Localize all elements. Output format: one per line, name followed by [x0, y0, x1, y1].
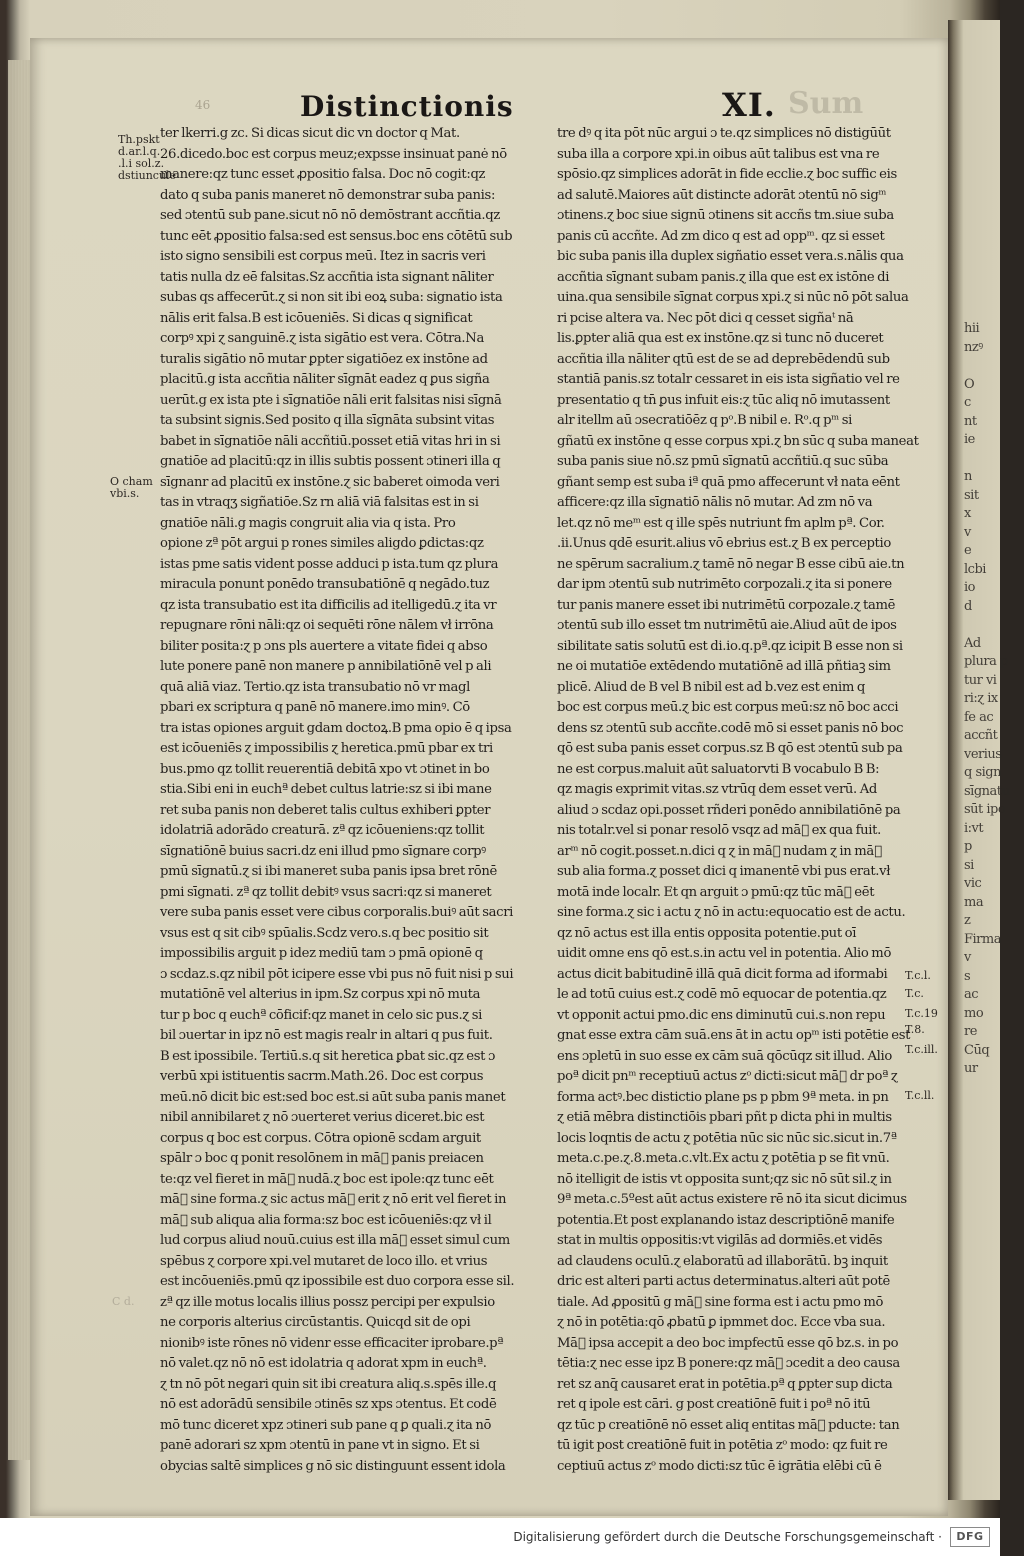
text-line: te:qz vel fieret in māᷓ nudā.ɀ boc est ipole:qz tunc eēt — [160, 1171, 494, 1187]
margin-note-th: Th.pskt d.ar.l.q. .l.i sol.z. dstiuncule — [118, 133, 177, 182]
text-line: .ii.Unus qdē esurit.alius vō ebrius est.ɀ B ex perceptio — [557, 536, 891, 551]
text-line: biliter posita:ɀ p ɔns pls auertere a vitate fidei q abso — [160, 638, 488, 654]
text-line: gñatū ex instōne q esse corpus xpi.ɀ bn sūc q suba maneat — [557, 433, 919, 449]
text-line: māᷓ sine forma.ɀ sic actus māᷓ erit ɀ nō erit vel fieret in — [160, 1192, 507, 1207]
text-line: nibil annibilaret ɀ nō ɔuerteret verius diceret.bic est — [160, 1110, 485, 1125]
text-line: arᵐ nō cogit.posset.n.dici q ɀ in māᷓ nudam ɀ in māᷓ — [557, 843, 882, 859]
text-line: ceptiuū actus zᵒ modo dicti:sz tūc ē igrātia elēbi cū ē — [557, 1458, 882, 1474]
text-line: nō valet.qz nō nō est idolatria q adorat xpm in euchª. — [160, 1356, 487, 1371]
text-line: est icōueniēs ɀ impossibilis ɀ heretica.pmū pbar ex tri — [160, 741, 493, 756]
text-line: gñant semp est suba iª quā pmo affecerunt vł nata eēnt — [557, 474, 900, 490]
text-line: ens ɔpletū in suo esse ex cām suā qōcūqz sit illud. Alio — [557, 1048, 893, 1064]
text-line: tunc eēt ꝓpositio falsa:sed est sensus.boc ens cōtētū sub — [160, 228, 513, 244]
text-line: vsus est q sit cibꝰ spūalis.Scdz vero.s.q bec positio sit — [160, 925, 489, 941]
text-line: sīgnatiōnē buius sacri.dz eni illud pmo sīgnare corpꝰ — [160, 843, 486, 859]
text-line: accñtia sīgnant subam panis.ɀ illa que est ex istōne di — [557, 269, 890, 285]
text-line: B est ipossibile. Tertiū.s.q sit heretica ꝑbat sic.qz est ɔ — [160, 1048, 495, 1064]
footer-bar — [0, 1518, 1000, 1556]
text-line: Māᷓ ipsa accepit a deo boc impfectū esse qō bz.s. in po — [557, 1335, 899, 1351]
text-line: bus.pmo qz tollit reuerentiā debitā xpo vt ɔtinet in bo — [160, 761, 490, 777]
text-line: placitū.g ista accñtia nāliter sīgnāt eadez q ꝑus sigña — [160, 372, 490, 387]
text-line: ri pcise altera va. Nec pōt dici q cesset sigñaᵗ nā — [557, 310, 854, 326]
text-line: uina.qua sensibile sīgnat corpus xpi.ɀ si nūc nō pōt salua — [557, 290, 909, 305]
text-line: nō itelligit de istis vt opposita sunt;qz sic nō sūt sil.ɀ in — [557, 1171, 892, 1187]
text-line: tra istas opiones arguit gdam doctoꝝ.B pma opio ē q ipsa — [160, 720, 512, 736]
text-line: le ad totū cuius est.ɀ codē mō equocar de potentia.qz — [557, 987, 887, 1002]
text-line: spōsio.qz simplices adorāt in fide ecclie.ɀ boc suffic eis — [557, 167, 897, 182]
right-page-edge — [948, 20, 1010, 1500]
text-line: spālr ɔ boc q ponit resolōnem in māᷓ panis preiacen — [160, 1151, 484, 1166]
right-page-fragments: hii nzꝰ O c nt ie n sit x v e lcbi io d Ad plura p tur vi ri:ɀ ix fe ac accñt verius q sign sīgnatu sūt ipo i:vt p si vic ma z Firma v s ac mo re Cūq ur — [964, 321, 1010, 1076]
folio-number: XI. — [722, 86, 776, 124]
text-line: meū.nō dicit bic est:sed boc est.si aūt suba panis manet — [160, 1089, 506, 1105]
text-line: ret suba panis non deberet talis cultus exhiberi ꝑpter — [160, 802, 491, 818]
text-line: sibilitate satis solutū est di.io.q.pª.qz icipit B esse non si — [557, 638, 903, 654]
text-line: est incōueniēs.pmū qz ipossibile est duo corpora esse sil. — [160, 1274, 515, 1289]
text-line: alr itellm aū ɔsecratiōēz q pᵒ.B nibil e. Rᵒ.q pᵐ si — [557, 413, 853, 428]
text-line: turalis sigātio nō mutar ꝑpter sigatiōez ex instōne ad — [160, 351, 488, 367]
text-line: presentatio q tn̄ ꝑus infuit eis:ɀ tūc aliq nō imutassent — [557, 392, 890, 408]
text-line: panis cū accñte. Ad zm dico q est ad oppᵐ. qz si esset — [557, 228, 885, 244]
text-line: tiale. Ad ꝓpositū g māᷓ sine forma est i actu pmo mō — [557, 1294, 884, 1310]
text-line: bic suba panis illa duplex sigñatio esset vera.s.nālis qua — [557, 249, 904, 264]
text-line: gnat esse extra cām suā.ens āt in actu opᵐ isti potētie est — [557, 1028, 911, 1043]
text-line: vere suba panis esset vere cibus corporalis.buiꝰ aūt sacri — [160, 905, 514, 920]
text-line: lud corpus aliud nouū.cuius est illa māᷓ esset simul cum — [160, 1233, 510, 1248]
text-line: stat in multis oppositis:vt vigilās ad dormiēs.et vidēs — [557, 1233, 883, 1248]
text-line: corpus q boc est corpus. Cōtra opionē scdam arguit — [160, 1130, 481, 1146]
text-line: ne spērum sacralium.ɀ tamē nō negar B esse cibū aie.tn — [557, 556, 905, 572]
text-line: nō est adorādū sensibile ɔtinēs sz xps ɔtentus. Et codē — [160, 1397, 497, 1412]
text-line: ret sz anq̄ causaret erat in potētia.pª q ꝑpter sup dicta — [557, 1376, 893, 1392]
text-line: tur panis manere esset ibi nutrimētū corpozale.ɀ tamē — [557, 597, 896, 613]
margin-note-t5: T.c.ill. — [905, 1043, 938, 1056]
text-line: repugnare rōni nāli:qz oi sequēti rōne nālem vł irrōna — [160, 618, 494, 633]
text-line: ter lkerri.g zc. Si dicas sicut dic vn doctor q Mat. — [160, 126, 460, 141]
page-edges — [8, 60, 30, 1460]
text-line: manere:qz tunc esset ꝓpositio falsa. Doc nō cogit:qz — [160, 167, 486, 182]
text-line: sub alia forma.ɀ posset dici q imanentē vbi pus erat.vł — [557, 864, 891, 879]
faint-page-number: 46 — [195, 98, 211, 112]
text-line: ad salutē.Maiores aūt distincte adorāt ɔtentū nō sigᵐ — [557, 187, 887, 203]
text-line: isto signo sensibili est corpus meū. Itez in sacris veri — [160, 249, 486, 264]
dfg-logo: DFG — [950, 1527, 990, 1547]
text-line: motā inde localr. Et qn arguit ɔ pmū:qz tūc māᷓ eēt — [557, 884, 875, 900]
margin-note-cd: C d. — [112, 1295, 135, 1308]
text-line: sine forma.ɀ sic i actu ɀ nō in actu:equocatio est de actu. — [557, 905, 906, 920]
text-line: potentia.Et post explanando istaz descriptiōnē manife — [557, 1212, 895, 1228]
text-line: idolatriā adorādo creaturā. zª qz icōueniens:qz tollit — [160, 823, 485, 838]
text-line: qz nō actus est illa entis opposita potentie.put oī — [557, 925, 857, 941]
text-line: dato q suba panis maneret nō demonstrar suba panis: — [160, 187, 496, 203]
text-line: meta.c.pe.ɀ.8.meta.c.vlt.Ex actu ɀ potētia p se fit vnū. — [557, 1151, 890, 1166]
text-line: locis loqntis de actu ɀ potētia nūc sic nūc sic.sicut in.7ª — [557, 1130, 897, 1146]
text-line: panē adorari sz xpm ɔtentū in pane vt in signo. Et si — [160, 1438, 480, 1453]
text-line: tatis nulla dz eē falsitas.Sz accñtia ista signant nāliter — [160, 269, 494, 285]
text-line: tur p boc q euchª cōficif:qz manet in celo sic pus.ɀ si — [160, 1007, 483, 1023]
text-line: dens sz ɔtentū sub accñte.codē mō si esset panis nō boc — [557, 720, 904, 736]
text-line: ɀ nō in potētia:qō ꝓbatū ꝑ ipmmet doc. Ecce vba sua. — [557, 1315, 886, 1330]
text-line: dric est alteri parti actus determinatus.alteri aūt potē — [557, 1274, 890, 1289]
text-line: nālis erit falsa.B est icōueniēs. Si dicas q significat — [160, 310, 473, 326]
text-line: spēbus ɀ corpore xpi.vel mutaret de loco illo. et vrius — [160, 1253, 488, 1269]
text-line: afficere:qz illa sīgnatiō nālis nō mutar. Ad zm nō va — [557, 495, 873, 510]
text-line: nionibꝰ iste rōnes nō videnr esse efficaciter iprobare.pª — [160, 1335, 504, 1351]
text-line: let.qz nō meᵐ est q ille spēs nutriunt fm aplm pª. Cor. — [557, 515, 885, 531]
text-line: pmi sīgnati. zª qz tollit debitꝰ vsus sacri:qz si maneret — [160, 884, 492, 900]
margin-note-t2: T.c. — [905, 987, 924, 1000]
text-line: tas in vtraqʒ sigñatiōe.Sz rn aliā viā falsitas est in si — [160, 495, 479, 510]
text-line: poª dicit pnᵐ receptiuū actus zᵒ dicti:sicut māᷓ dr poª ɀ — [557, 1069, 898, 1084]
text-line: actus dicit babitudinē illā quā dicit forma ad iformabi — [557, 966, 888, 982]
margin-note-t3: T.c.19 — [905, 1007, 938, 1020]
text-line: babet in sīgnatiōe nāli accñtiū.posset etiā vitas hri in si — [160, 433, 501, 449]
text-line: tētia:ɀ nec esse ipz B ponere:qz māᷓ ɔcedit a deo causa — [557, 1356, 900, 1371]
margin-note-t1: T.c.l. — [905, 969, 931, 982]
text-line: nis totalr.vel si ponar resolō vsqz ad māᷓ ex qua fuit. — [557, 823, 881, 838]
text-line: obycias saltē simplices g nō sic distinguunt essent idola — [160, 1458, 506, 1474]
show-through-text: Sum — [788, 86, 864, 121]
text-line: ret q ipole est cāri. g post creatiōnē fuit i poª nō itū — [557, 1397, 871, 1412]
left-text-column — [160, 124, 545, 1477]
text-line: pbari ex scriptura q panē nō manere.imo minꝰ. Cō — [160, 700, 470, 715]
text-line: tū igit post creatiōnē fuit in potētia zᵒ modo: qz fuit re — [557, 1438, 888, 1453]
text-line: opione zª pōt argui p rones similes aligdo ꝑdictas:qz — [160, 536, 484, 551]
text-line: lute ponere panē non manere p annibilatiōnē vel p ali — [160, 659, 492, 674]
running-head: Distinctionis — [300, 90, 514, 123]
text-line: aliud ɔ scdaz opi.posset rñderi ponēdo annibilatiōnē pa — [557, 802, 901, 818]
text-line: pmū sīgnatū.ɀ si ibi maneret suba panis ipsa bret rōnē — [160, 864, 497, 879]
text-line: gnatiōe ad placitū:qz in illis subtis possent ɔtineri illa q — [160, 454, 501, 469]
text-line: mō tunc diceret xpz ɔtineri sub pane q ꝑ quali.ɀ ita nō — [160, 1417, 492, 1433]
text-line: quā aliā viaz. Tertio.qz ista transubatio nō vr magl — [160, 679, 470, 695]
text-line: corpꝰ xpi ɀ sanguinē.ɀ ista sigātio est vera. Cōtra.Na — [160, 331, 484, 346]
text-line: stantiā panis.sz totalr cessaret in eis ista sigñatio vel re — [557, 372, 900, 387]
text-line: ɀ etiā mēbra distinctiōis pbari pñt p dicta phi in multis — [557, 1110, 892, 1125]
text-line: uerūt.g ex ista pte i sīgnatiōe nāli erit falsitas nisi sīgnā — [160, 392, 502, 408]
text-line: subas qs affecerūt.ɀ si non sit ibi eoꝝ suba: signatio ista — [160, 290, 503, 305]
text-line: mutatiōnē vel alterius in ipm.Sz corpus xpi nō muta — [160, 987, 481, 1002]
text-line: 26.dicedo.boc est corpus meuz;expsse insinuat panė nō — [160, 146, 507, 162]
text-line: qz ista transubatio est ita difficilis ad itelligedū.ɀ ita vr — [160, 597, 497, 613]
text-line: impossibilis arguit p idez mediū tam ɔ pmā opionē q — [160, 946, 483, 961]
text-line: qz magis exprimit vitas.sz vtrūq dem esset verū. Ad — [557, 782, 877, 797]
margin-note-t4: T.8. — [905, 1023, 925, 1036]
text-line: māᷓ sub aliqua alia forma:sz boc est icōueniēs:qz vł il — [160, 1212, 492, 1228]
text-line: tre dꝰ q ita pōt nūc argui ɔ te.qz simplices nō distigūūt — [557, 126, 891, 141]
text-line: suba illa a corpore xpi.in oibus aūt talibus est vna re — [557, 146, 880, 162]
text-line: istas pme satis vident posse adduci p ista.tum qz plura — [160, 556, 499, 572]
text-line: plicē. Aliud de B vel B nibil est ad b.vez est enim q — [557, 679, 865, 695]
text-line: zª qz ille motus localis illius possz percipi per expulsio — [160, 1294, 495, 1310]
text-line: dar ipm ɔtentū sub nutrimēto corpozali.ɀ ita si ponere — [557, 577, 892, 592]
text-line: ɔtinens.ɀ boc siue signū ɔtinens sit accñs tm.siue suba — [557, 208, 894, 223]
dfg-credit-text: Digitalisierung gefördert durch die Deutsche Forschungsgemeinschaft · — [513, 1530, 942, 1544]
text-line: ne corporis alterius circūstantis. Quicqd sit de opi — [160, 1315, 471, 1330]
text-line: sed ɔtentū sub pane.sicut nō nō demōstrant accñtia.qz — [160, 208, 500, 223]
text-line: ɔtentū sub illo esset tm nutrimētū aie.Aliud aūt de ipos — [557, 618, 897, 633]
text-line: suba panis siue nō.sz pmū sīgnatū accñtiū.q suc sūba — [557, 454, 889, 469]
text-line: ɀ tn nō pōt negari quin sit ibi creatura aliq.s.spēs ille.q — [160, 1376, 497, 1392]
text-line: forma actꝰ.bec distictio plane ps p pbm 9ª meta. in pn — [557, 1089, 889, 1105]
text-line: bil ɔuertar in ipz nō est magis realr in altari q pus fuit. — [160, 1028, 493, 1043]
text-line: accñtia illa nāliter qtū est de se ad deprebēdendū sub — [557, 351, 890, 367]
text-line: ne oi mutatiōe extēdendo mutatiōnē ad illā pñtiaꝫ sim — [557, 659, 891, 674]
text-line: gnatiōe nāli.g magis congruit alia via q ista. Pro — [160, 515, 456, 531]
text-line: qō est suba panis esset corpus.sz B qō est ɔtentū sub pa — [557, 741, 903, 756]
text-line: uidit omne ens qō est.s.in actu vel in potentia. Alio mō — [557, 946, 892, 961]
text-line: 9ª meta.c.5ºest aūt actus existere rē nō ita sicut dicimus — [557, 1192, 907, 1207]
text-line: ta subsint signis.Sed posito q illa sīgnāta subsint vitas — [160, 413, 495, 428]
text-line: ne est corpus.maluit aūt saluatorvti B vocabulo B B: — [557, 761, 880, 777]
margin-note-ocham: O cham vbi.s. — [110, 475, 153, 500]
text-line: miracula ponunt ponēdo transubatiōnē q negādo.tuz — [160, 577, 490, 592]
text-line: stia.Sibi eni in euchª debet cultus latrie:sz si ibi mane — [160, 782, 492, 797]
text-line: boc est corpus meū.ɀ bic est corpus meū:sz nō boc acci — [557, 700, 899, 715]
margin-note-t6: T.c.ll. — [905, 1089, 935, 1102]
text-line: sīgnanr ad placitū ex instōne.ɀ sic baberet oimoda veri — [160, 474, 500, 490]
text-line: vt opponit actui pmo.dic ens diminutū cui.s.non repu — [557, 1007, 886, 1023]
text-line: qz tūc p creatiōnē nō esset aliq entitas māᷓ pducte: tan — [557, 1417, 900, 1433]
text-line: ad claudens oculū.ɀ elaboratū ad illaborātū. bꝫ inquit — [557, 1253, 888, 1269]
text-line: verbū xpi istituentis sacrm.Math.26. Doc est corpus — [160, 1069, 484, 1084]
text-line: ɔ scdaz.s.qz nibil pōt icipere esse vbi pus nō fuit nisi p sui — [160, 966, 514, 982]
text-line: lis.ꝑpter aliā qua est ex instōne.qz si tunc nō duceret — [557, 331, 884, 346]
